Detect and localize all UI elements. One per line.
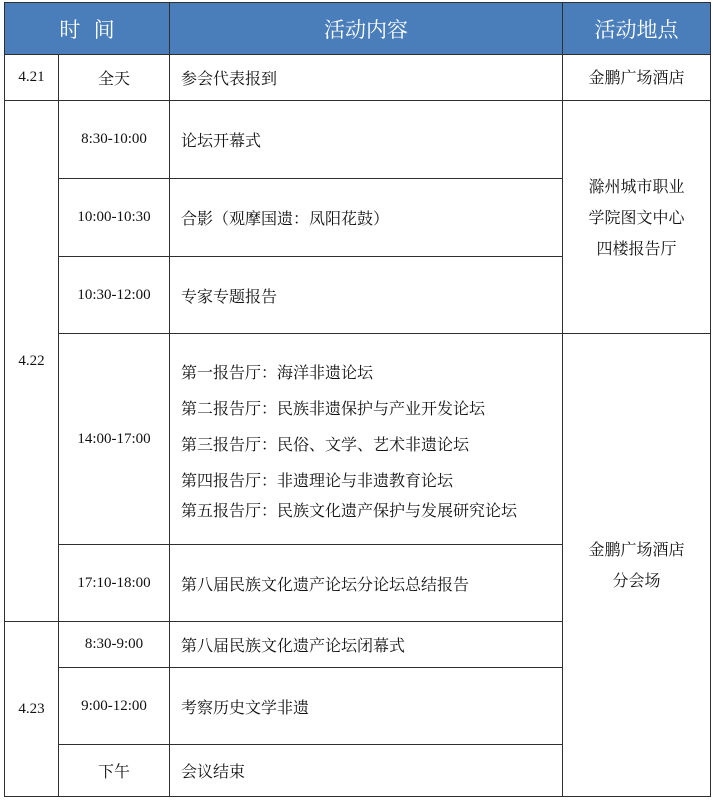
location-line: 金鹏广场酒店 — [588, 540, 685, 559]
header-time: 时 间 — [5, 3, 170, 55]
location-line: 滁州城市职业 — [588, 176, 685, 196]
time-cell: 8:30-10:00 — [59, 101, 170, 179]
hall-line: 第二报告厅：民族非遗保护与产业开发论坛 — [181, 399, 486, 418]
activity-cell: 合影（观摩国遗：凤阳花鼓） — [170, 179, 563, 257]
time-cell: 全天 — [59, 55, 170, 101]
time-cell: 下午 — [59, 745, 170, 797]
hall-line: 第四报告厅：非遗理论与非遗教育论坛 — [181, 471, 454, 490]
hall-line: 第五报告厅：民族文化遗产保护与发展研究论坛 — [181, 501, 518, 520]
activity-cell: 第八届民族文化遗产论坛闭幕式 — [170, 622, 563, 668]
header-row — [5, 3, 711, 55]
location-cell: 金鹏广场酒店 — [563, 55, 711, 101]
hall-line: 第一报告厅：海洋非遗论坛 — [181, 363, 374, 382]
activity-cell — [170, 334, 563, 545]
table-row — [5, 55, 711, 101]
activity-cell: 参会代表报到 — [170, 55, 563, 101]
activity-cell: 会议结束 — [170, 745, 563, 797]
schedule-table-container — [4, 2, 710, 796]
time-cell: 10:30-12:00 — [59, 257, 170, 334]
activity-cell: 专家专题报告 — [170, 257, 563, 334]
location-line: 分会场 — [612, 571, 661, 590]
location-line: 四楼报告厅 — [596, 238, 677, 258]
header-content: 活动内容 — [170, 3, 563, 55]
location-line: 学院图文中心 — [588, 207, 685, 227]
date-cell: 4.23 — [5, 622, 59, 797]
header-location: 活动地点 — [563, 3, 711, 55]
activity-cell: 考察历史文学非遗 — [170, 668, 563, 745]
time-cell: 10:00-10:30 — [59, 179, 170, 257]
time-cell: 8:30-9:00 — [59, 622, 170, 668]
time-cell: 9:00-12:00 — [59, 668, 170, 745]
time-cell: 17:10-18:00 — [59, 545, 170, 622]
location-cell — [563, 334, 711, 797]
activity-cell: 第八届民族文化遗产论坛分论坛总结报告 — [170, 545, 563, 622]
table-row — [5, 101, 711, 179]
location-cell — [563, 101, 711, 334]
hall-line: 第三报告厅：民俗、文学、艺术非遗论坛 — [181, 435, 470, 454]
table-row — [5, 334, 711, 545]
time-cell: 14:00-17:00 — [59, 334, 170, 545]
schedule-table — [4, 2, 711, 797]
activity-cell: 论坛开幕式 — [170, 101, 563, 179]
date-cell: 4.22 — [5, 101, 59, 622]
date-cell: 4.21 — [5, 55, 59, 101]
